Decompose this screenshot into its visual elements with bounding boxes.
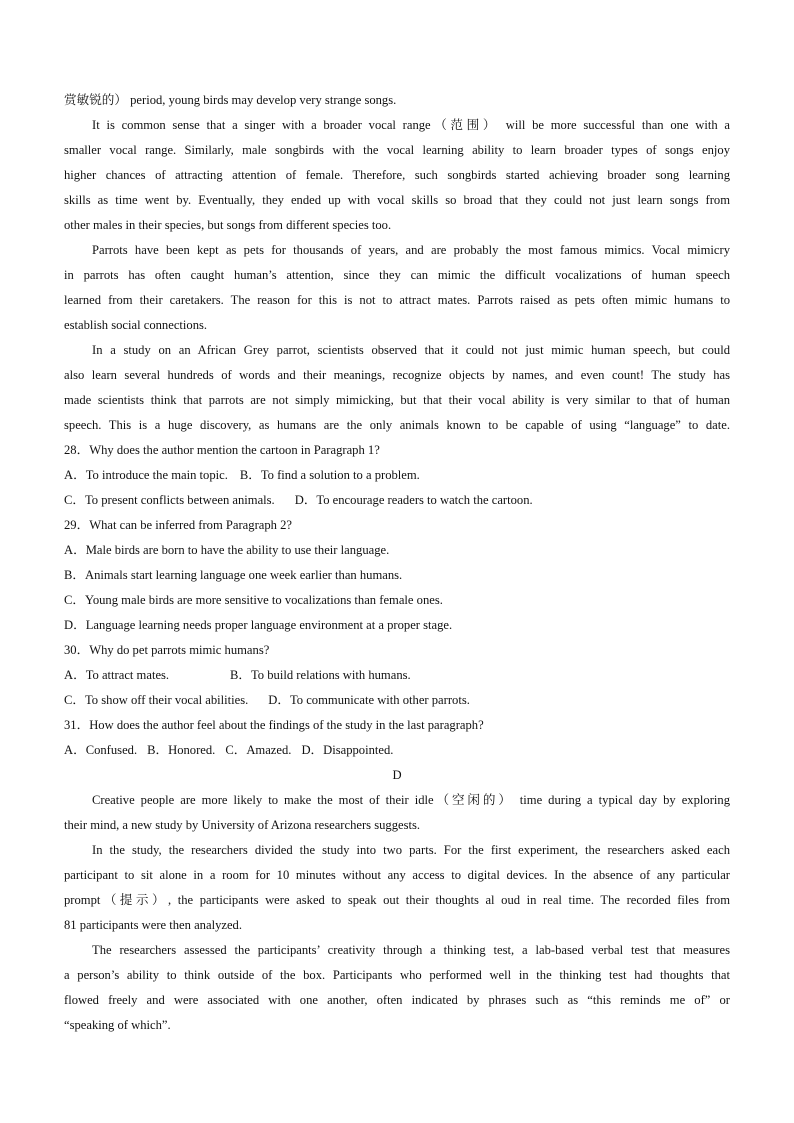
passage-c-line-13: made scientists think that parrots are not simply mimicking, but that their vocal ability is very similar to that of human [64, 393, 730, 407]
passage-c-line-3: smaller vocal range. Similarly, male songbirds with the vocal learning ability to learn broader types of songs enjoy [64, 143, 730, 157]
question-29-option-c: C．Young male birds are more sensitive to vocalizations than female ones. [64, 593, 443, 607]
question-28-options-row-1 [64, 463, 730, 488]
passage-c-line-1: 赏敏锐的） period, young birds may develop very strange songs. [64, 93, 397, 107]
passage-c-line-6: other males in their species, but songs from different species too. [64, 218, 392, 232]
question-31-options-row [64, 738, 730, 763]
passage-d-line-7: The researchers assessed the participants’ creativity through a thinking test, a lab-based verbal test that measures [92, 943, 730, 957]
passage-d-line-8: a person’s ability to think outside of the box. Participants who performed well in the thinking test had thoughts that [64, 968, 730, 982]
question-30-options-row-1 [64, 663, 730, 688]
passage-c-line-7: Parrots have been kept as pets for thousands of years, and are probably the most famous mimics. Vocal mimicry [92, 243, 730, 257]
passage-c-line-11: In a study on an African Grey parrot, scientists observed that it could not just mimic human speech, but could [92, 343, 730, 357]
question-31-option-d: D．Disappointed. [301, 743, 394, 757]
passage-d-line-6: 81 participants were then analyzed. [64, 918, 242, 932]
question-29-stem: 29．What can be inferred from Paragraph 2? [64, 518, 292, 532]
question-28-option-c: C．To present conflicts between animals. [64, 493, 275, 507]
passage-c-line-4: higher chances of attracting attention of female. Therefore, such songbirds started achieving broader song learning [64, 168, 730, 182]
passage-c-line-5: skills as time went by. Eventually, they ended up with vocal skills so broad that they could not just learn songs from [64, 193, 730, 207]
question-29-option-b: B．Animals start learning language one week earlier than humans. [64, 568, 403, 582]
question-30-option-b: B．To build relations with humans. [230, 668, 411, 682]
question-30-option-a: A．To attract mates. [64, 668, 170, 682]
passage-c-line-8: in parrots has often caught human’s attention, since they can mimic the difficult vocalizations of human speech [64, 268, 730, 282]
question-28-option-d: D．To encourage readers to watch the cartoon. [294, 493, 533, 507]
question-30-stem: 30．Why do pet parrots mimic humans? [64, 643, 270, 657]
passage-d-heading: D [392, 768, 402, 782]
passage-c-line-2: It is common sense that a singer with a broader vocal range（范围） will be more successful than one with a [92, 118, 730, 132]
question-28-options-row-2 [64, 488, 730, 513]
passage-c-line-9: learned from their caretakers. The reason for this is not to attract mates. Parrots raised as pets often mimic humans to [64, 293, 730, 307]
question-28-option-b: B．To find a solution to a problem. [239, 468, 420, 482]
passage-d-line-1: Creative people are more likely to make the most of their idle（空闲的） time during a typical day by exploring [92, 793, 730, 807]
question-30-option-d: D．To communicate with other parrots. [268, 693, 470, 707]
passage-d-line-3: In the study, the researchers divided the study into two parts. For the first experiment, the researchers asked each [92, 843, 730, 857]
passage-c-line-12: also learn several hundreds of words and their meanings, recognize objects by names, and even count! The study has [64, 368, 730, 382]
question-31-stem: 31．How does the author feel about the findings of the study in the last paragraph? [64, 718, 484, 732]
passage-d-line-5: prompt（提示）, the participants were asked to speak out their thoughts al oud in real time. The recorded files from [64, 893, 730, 907]
passage-d-line-9: flowed freely and were associated with one another, often indicated by phrases such as “this reminds me of” or [64, 993, 730, 1007]
passage-c-line-14: speech. This is a huge discovery, as humans are the only animals known to be capable of using “language” to date. [64, 418, 730, 432]
question-29-option-d: D．Language learning needs proper language environment at a proper stage. [64, 618, 453, 632]
question-30-option-c: C．To show off their vocal abilities. [64, 693, 249, 707]
question-28-stem: 28．Why does the author mention the cartoon in Paragraph 1? [64, 443, 380, 457]
question-28-option-a: A．To introduce the main topic. [64, 468, 228, 482]
question-31-option-b: B．Honored. [147, 743, 216, 757]
passage-c-line-10: establish social connections. [64, 318, 208, 332]
passage-d-line-2: their mind, a new study by University of Arizona researchers suggests. [64, 818, 421, 832]
question-29-option-a: A．Male birds are born to have the ability to use their language. [64, 543, 390, 557]
passage-d-line-10: “speaking of which”. [64, 1018, 171, 1032]
document-page [64, 88, 730, 1038]
question-31-option-c: C．Amazed. [225, 743, 292, 757]
question-31-option-a: A．Confused. [64, 743, 138, 757]
question-30-options-row-2 [64, 688, 730, 713]
passage-d-line-4: participant to sit alone in a room for 10 minutes without any access to digital devices. In the absence of any particular [64, 868, 730, 882]
